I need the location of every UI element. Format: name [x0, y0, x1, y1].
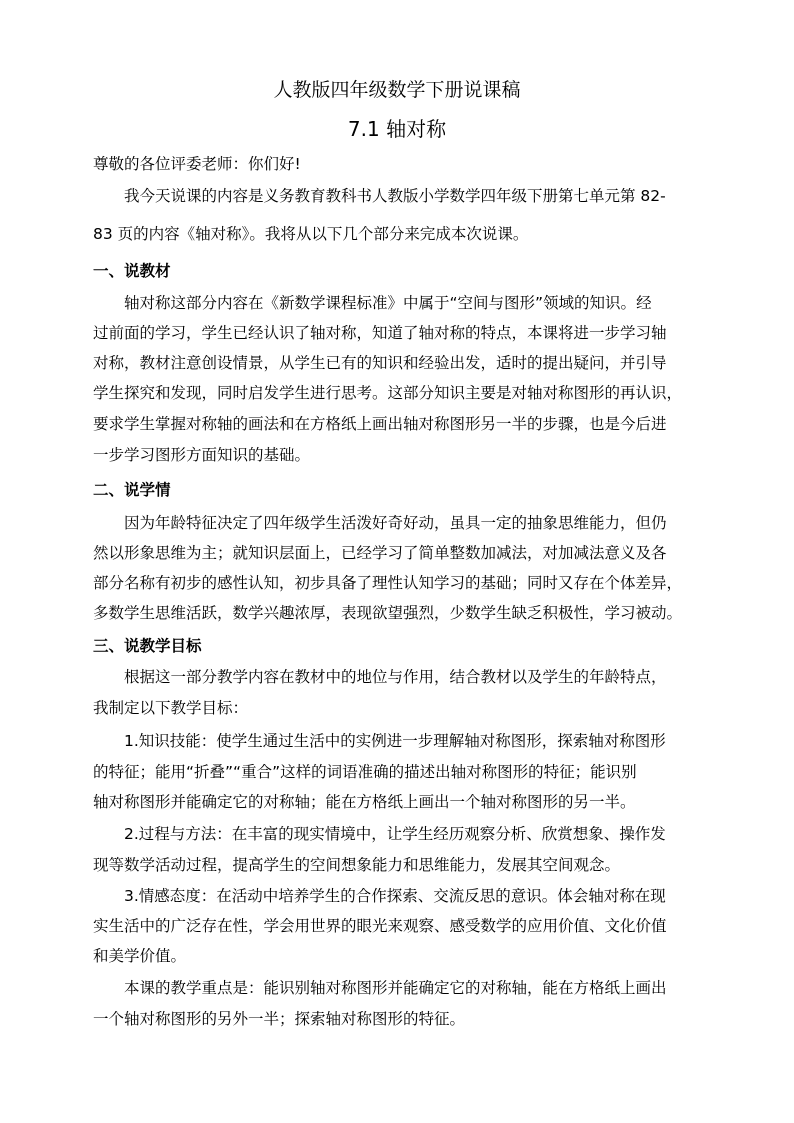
paragraph-line: 我制定以下教学目标： — [93, 699, 249, 717]
paragraph-line: 多数学生思维活跃，数学兴趣浓厚，表现欲望强烈，少数学生缺乏积极性，学习被动。 — [93, 604, 683, 622]
paragraph-line: 本课的教学重点是：能识别轴对称图形并能确定它的对称轴，能在方格纸上画出 — [124, 979, 667, 997]
paragraph-line: 因为年龄特征决定了四年级学生活泼好奇好动，虽具一定的抽象思维能力，但仍 — [124, 514, 667, 532]
paragraph-line: 实生活中的广泛存在性，学会用世界的眼光来观察、感受数学的应用价值、文化价值 — [93, 917, 667, 935]
section-heading: 一、说教材 — [93, 262, 171, 280]
paragraph-line: 3.情感态度：在活动中培养学生的合作探索、交流反思的意识。体会轴对称在现 — [124, 887, 666, 905]
paragraph-line: 轴对称这部分内容在《新数学课程标准》中属于“空间与图形”领域的知识。经 — [124, 294, 652, 312]
paragraph-line: 对称，教材注意创设情景，从学生已有的知识和经验出发，适时的提出疑问，并引导 — [93, 354, 667, 372]
paragraph-line: 现等数学活动过程，提高学生的空间想象能力和思维能力，发展其空间观念。 — [93, 856, 621, 874]
paragraph-line: 部分名称有初步的感性认知，初步具备了理性认知学习的基础；同时又存在个体差异， — [93, 574, 683, 592]
paragraph-line: 和美学价值。 — [93, 947, 187, 965]
paragraph-line: 2.过程与方法：在丰富的现实情境中，让学生经历观察分析、欣赏想象、操作发 — [124, 825, 666, 843]
paragraph-line: 一步学习图形方面知识的基础。 — [93, 446, 311, 464]
intro-line: 83 页的内容《轴对称》。我将从以下几个部分来完成本次说课。 — [93, 225, 529, 243]
paragraph-line: 然以形象思维为主；就知识层面上，已经学习了简单整数加减法，对加减法意义及各 — [93, 544, 667, 562]
paragraph-line: 根据这一部分教学内容在教材中的地位与作用，结合教材以及学生的年龄特点， — [124, 668, 667, 686]
document-subtitle: 7.1 轴对称 — [347, 117, 447, 141]
paragraph-line: 过前面的学习，学生已经认识了轴对称，知道了轴对称的特点，本课将进一步学习轴 — [93, 324, 667, 342]
section-heading: 三、说教学目标 — [93, 637, 202, 655]
paragraph-line: 1.知识技能：使学生通过生活中的实例进一步理解轴对称图形，探索轴对称图形 — [124, 732, 666, 750]
paragraph-line: 要求学生掌握对称轴的画法和在方格纸上画出轴对称图形另一半的步骤，也是今后进 — [93, 415, 667, 433]
paragraph-line: 轴对称图形并能确定它的对称轴；能在方格纸上画出一个轴对称图形的另一半。 — [93, 793, 636, 811]
paragraph-line: 学生探究和发现，同时启发学生进行思考。这部分知识主要是对轴对称图形的再认识， — [93, 384, 683, 402]
paragraph-line: 一个轴对称图形的另外一半；探索轴对称图形的特征。 — [93, 1010, 466, 1028]
greeting-line: 尊敬的各位评委老师：你们好! — [93, 155, 301, 173]
section-heading: 二、说学情 — [93, 481, 171, 499]
paragraph-line: 的特征；能用“折叠”“重合”这样的词语准确的描述出轴对称图形的特征；能识别 — [93, 763, 637, 781]
intro-line: 我今天说课的内容是义务教育教科书人教版小学数学四年级下册第七单元第 82- — [124, 187, 666, 205]
document-title: 人教版四年级数学下册说课稿 — [273, 79, 521, 101]
